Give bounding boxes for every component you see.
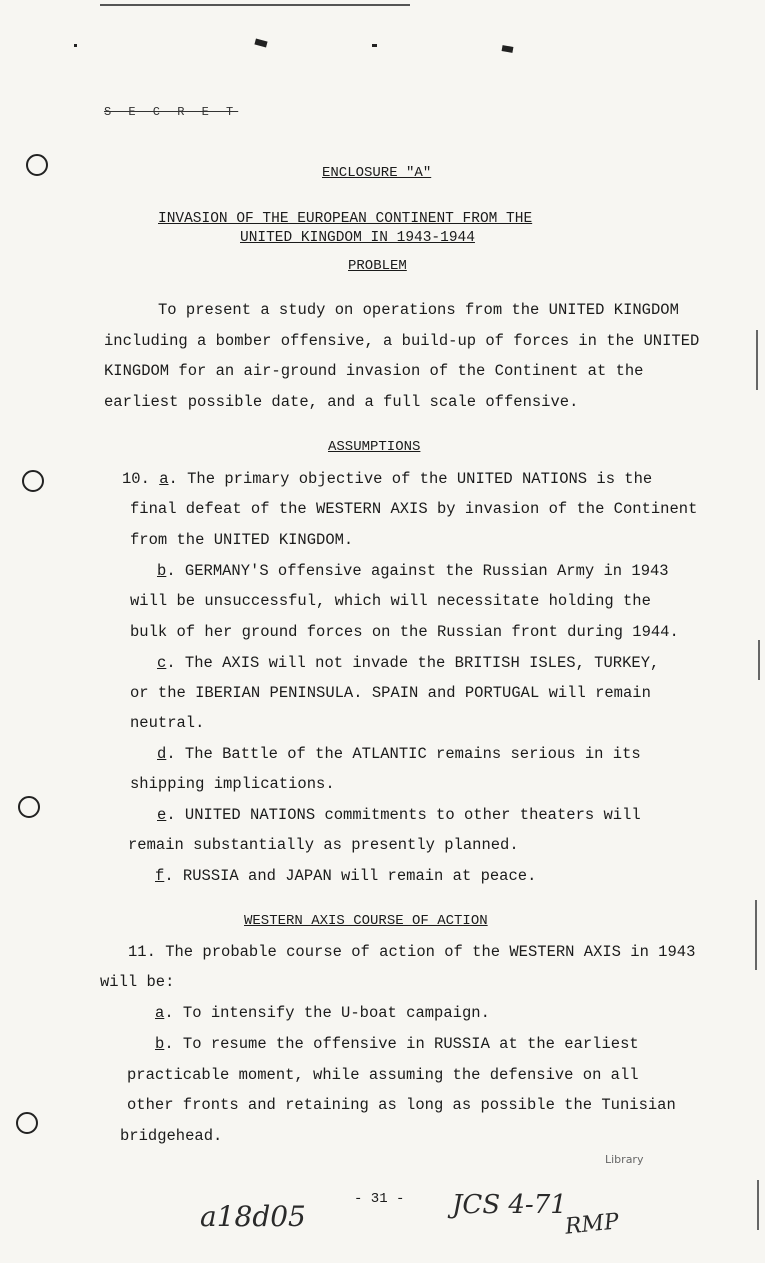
- assumption-e-line-2: remain substantially as presently planned.: [128, 836, 519, 854]
- item-text: . The Battle of the ATLANTIC remains serious in its: [166, 745, 641, 763]
- handwritten-initials: RMP: [563, 1209, 621, 1240]
- item-text: . The primary objective of the UNITED NATIONS is the: [168, 470, 653, 488]
- axis-item-b-line-4: bridgehead.: [120, 1127, 223, 1145]
- page-number: - 31 -: [354, 1191, 405, 1207]
- title-line-1: INVASION OF THE EUROPEAN CONTINENT FROM THE: [158, 211, 533, 227]
- assumption-d-line-1: [157, 747, 641, 763]
- assumption-a-line-2: final defeat of the WESTERN AXIS by invasion of the Continent: [130, 500, 698, 518]
- punch-hole: [16, 1112, 38, 1134]
- axis-item-b-line-3: other fronts and retaining as long as possible the Tunisian: [127, 1096, 676, 1114]
- scan-edge-mark: [756, 330, 758, 390]
- enclosure-heading: ENCLOSURE "A": [322, 165, 432, 181]
- item-letter: c: [157, 654, 167, 672]
- assumption-c-line-3: neutral.: [130, 714, 205, 732]
- assumption-b-line-3: bulk of her ground forces on the Russian front during 1944.: [130, 623, 679, 641]
- assumption-c-line-1: [157, 656, 659, 672]
- assumption-d-line-2: shipping implications.: [130, 775, 335, 793]
- assumption-b-line-1: [157, 564, 669, 580]
- axis-heading: WESTERN AXIS COURSE OF ACTION: [244, 913, 488, 929]
- assumptions-heading: ASSUMPTIONS: [328, 439, 421, 455]
- axis-intro-line-2: will be:: [100, 973, 175, 991]
- scan-speck: [502, 45, 514, 53]
- problem-line: earliest possible date, and a full scale offensive.: [104, 393, 579, 411]
- problem-line: KINGDOM for an air-ground invasion of the Continent at the: [104, 362, 644, 380]
- paragraph-number: 10.: [122, 470, 150, 488]
- punch-hole: [26, 154, 48, 176]
- assumption-a-line-3: from the UNITED KINGDOM.: [130, 531, 354, 549]
- assumption-c-line-2: or the IBERIAN PENINSULA. SPAIN and PORTUGAL will remain: [130, 684, 651, 702]
- item-text: . RUSSIA and JAPAN will remain at peace.: [164, 867, 537, 885]
- punch-hole: [18, 796, 40, 818]
- problem-heading: PROBLEM: [348, 258, 407, 274]
- item-letter: e: [157, 806, 167, 824]
- item-letter: f: [155, 867, 165, 885]
- problem-line: including a bomber offensive, a build-up of forces in the UNITED: [104, 332, 700, 350]
- item-letter: d: [157, 745, 167, 763]
- handwritten-id: a18d05: [200, 1200, 306, 1233]
- item-text: . To intensify the U-boat campaign.: [164, 1004, 490, 1022]
- scan-speck: [254, 39, 267, 48]
- problem-line: To present a study on operations from the UNITED KINGDOM: [158, 301, 679, 319]
- assumption-b-line-2: will be unsuccessful, which will necessitate holding the: [130, 592, 651, 610]
- assumption-a-line-1: [122, 472, 652, 488]
- axis-item-b-line-1: [155, 1037, 639, 1053]
- axis-intro-line-1: 11. The probable course of action of the WESTERN AXIS in 1943: [128, 943, 696, 961]
- scan-speck: [372, 44, 377, 47]
- item-letter: a: [155, 1004, 165, 1022]
- item-text: . GERMANY'S offensive against the Russian Army in 1943: [166, 562, 669, 580]
- scan-edge-mark: [758, 640, 760, 680]
- item-text: . UNITED NATIONS commitments to other theaters will: [166, 806, 641, 824]
- punch-hole: [22, 470, 44, 492]
- scan-edge-mark: [757, 1180, 759, 1230]
- library-stamp: Library: [605, 1153, 644, 1166]
- assumption-e-line-1: [157, 808, 641, 824]
- top-edge-rule: [100, 4, 410, 6]
- classification-mark: S E C R E T: [104, 105, 239, 119]
- item-letter: b: [155, 1035, 165, 1053]
- item-letter: b: [157, 562, 167, 580]
- axis-item-a: [155, 1006, 490, 1022]
- item-text: . To resume the offensive in RUSSIA at the earliest: [164, 1035, 639, 1053]
- axis-item-b-line-2: practicable moment, while assuming the defensive on all: [127, 1066, 639, 1084]
- handwritten-reference: JCS 4-71: [452, 1190, 567, 1220]
- title-line-2: UNITED KINGDOM IN 1943-1944: [240, 230, 475, 246]
- item-text: . The AXIS will not invade the BRITISH ISLES, TURKEY,: [166, 654, 660, 672]
- assumption-f-line-1: [155, 869, 536, 885]
- item-letter: a: [159, 470, 169, 488]
- scan-edge-mark: [755, 900, 757, 970]
- scan-speck: [74, 44, 77, 47]
